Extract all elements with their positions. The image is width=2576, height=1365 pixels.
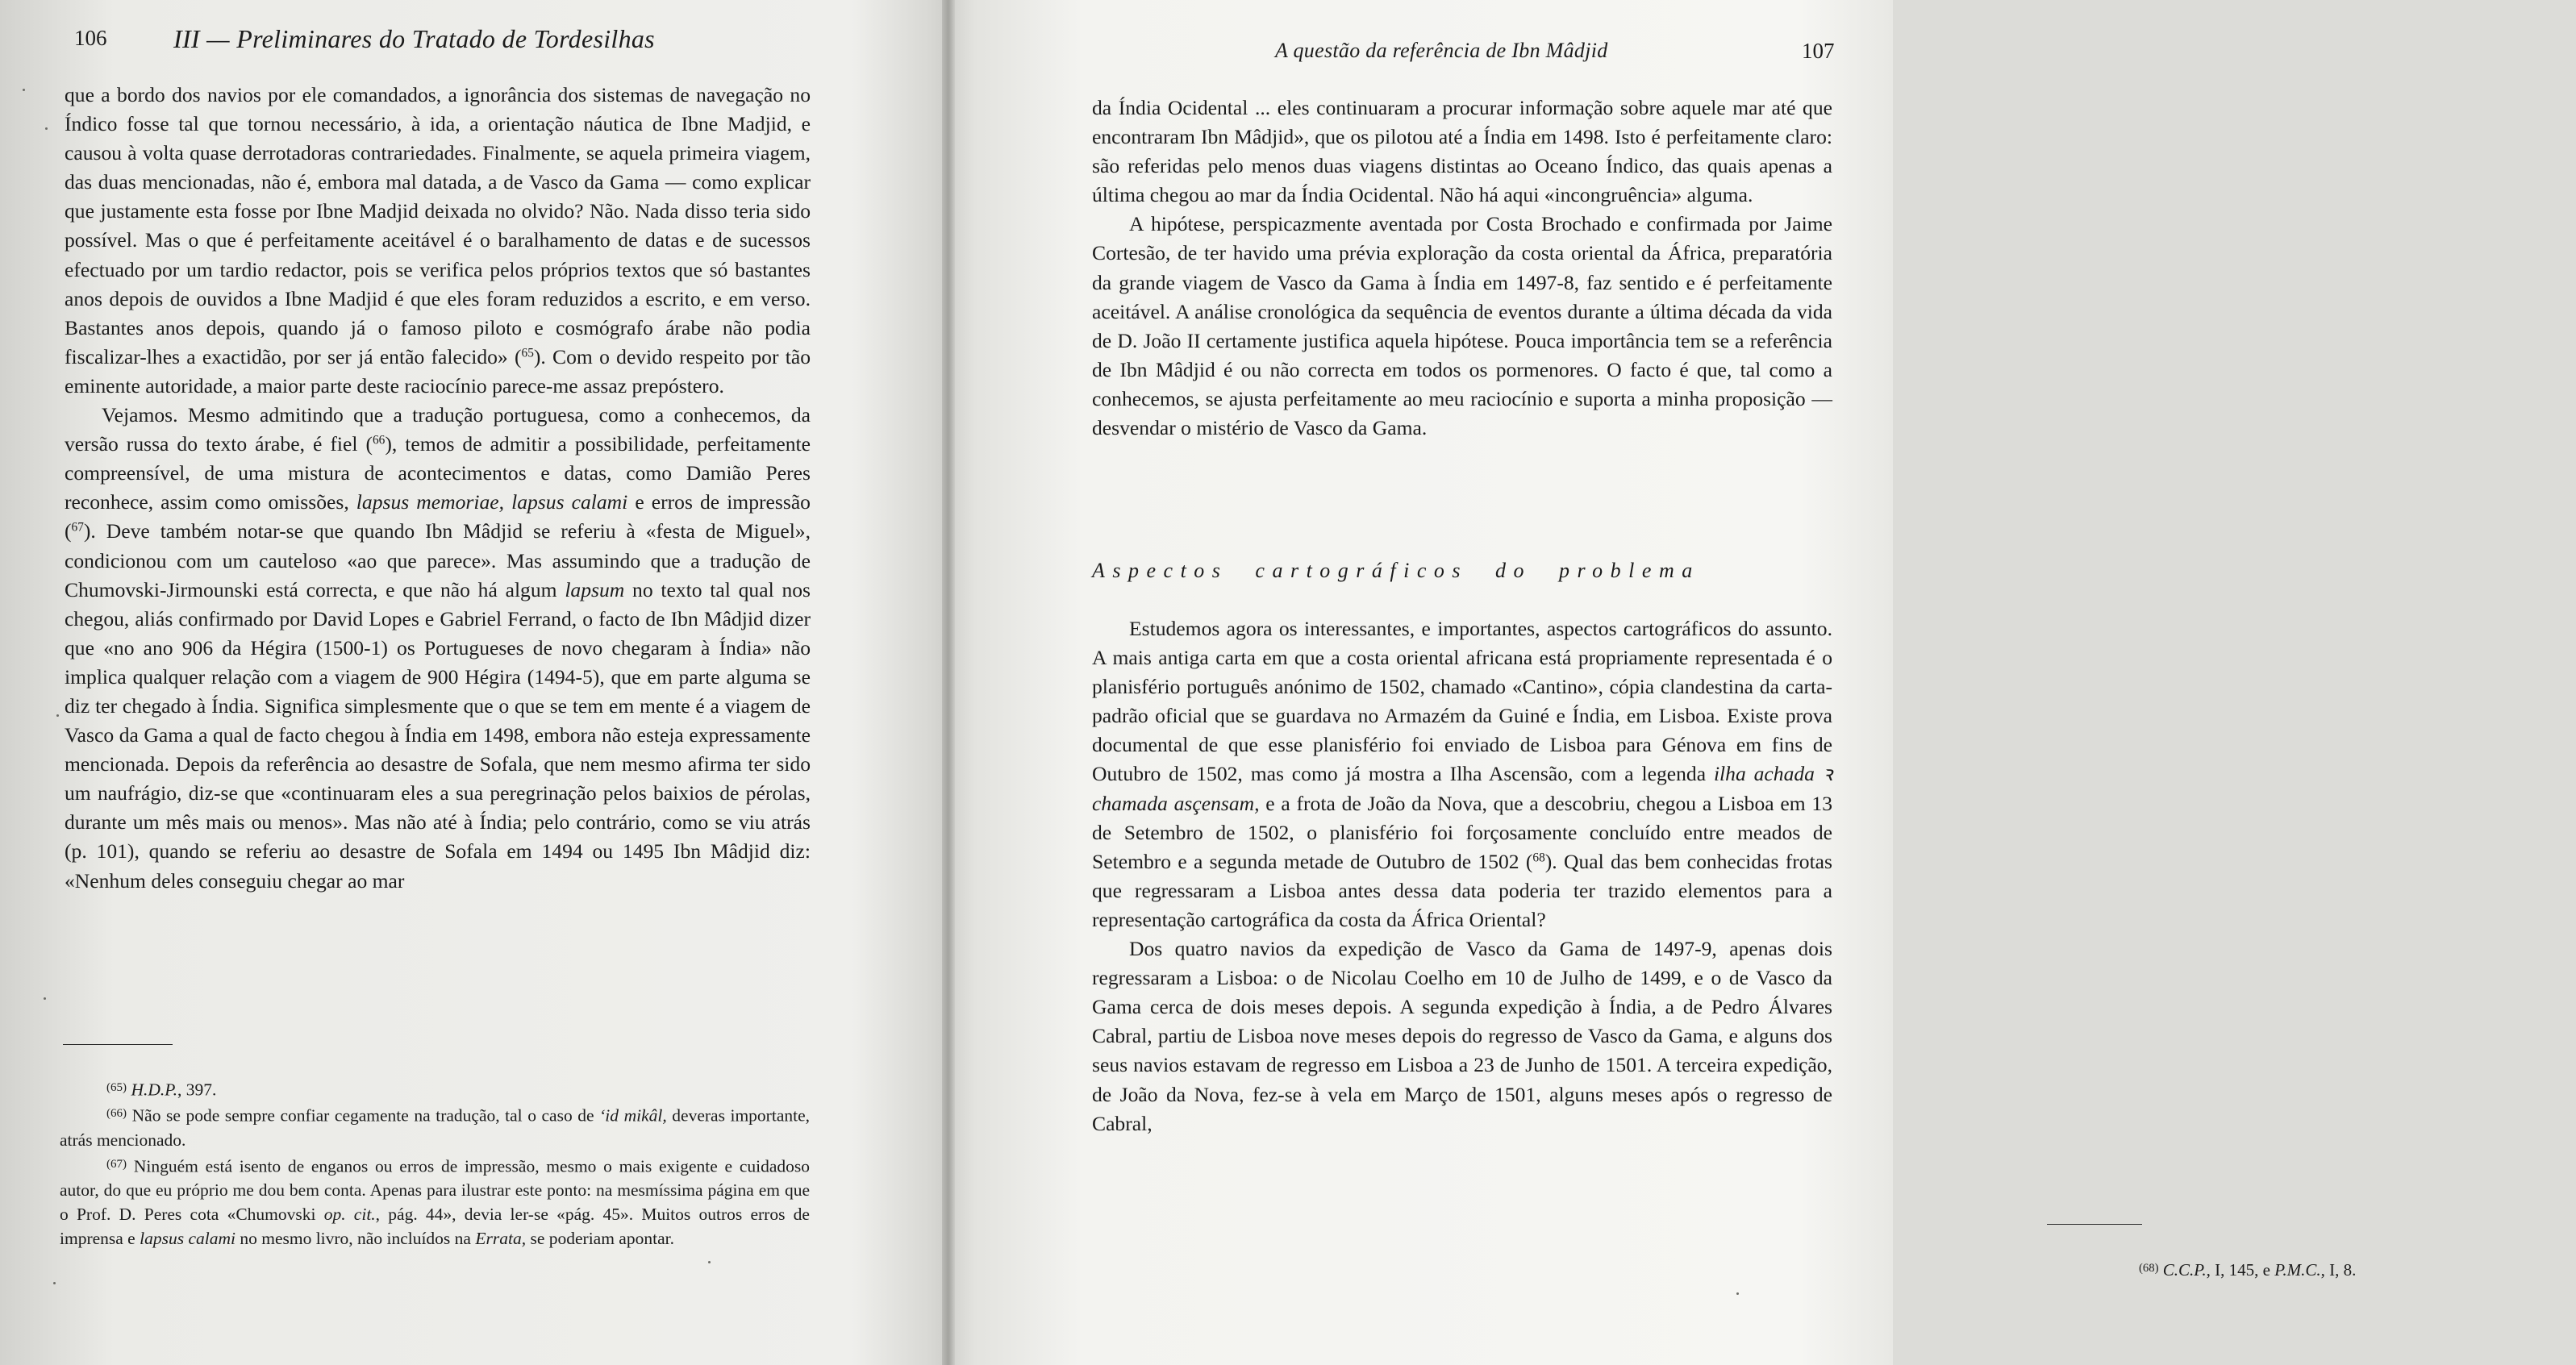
right-body-text-bottom	[1092, 614, 1832, 1138]
paragraph	[65, 81, 811, 401]
text-run: , I, 8.	[2320, 1260, 2357, 1280]
text-run: ). Com o devido respeito por tão eminente autoridade, a maior parte deste raciocínio parece-me assaz prepóstero.	[65, 344, 811, 397]
scan-speck	[45, 127, 48, 130]
scan-speck	[44, 997, 46, 1000]
footnote	[60, 1101, 810, 1151]
footnote-reference: 67	[71, 520, 84, 535]
text-run: no mesmo livro, não incluídos na	[235, 1228, 476, 1248]
scan-speck	[53, 1282, 56, 1284]
paragraph	[1092, 934, 1832, 1138]
scan-speck	[708, 1261, 711, 1263]
italic-text: lapsus calami	[140, 1228, 236, 1248]
italic-text: Errata,	[475, 1228, 527, 1248]
book-gutter	[942, 0, 955, 1365]
text-run: Estudemos agora os interessantes, e importantes, aspectos cartográficos do assunto. A mais antiga carta em que a costa oriental africana está propriamente representada é o planisfério português anónimo de 1502, chamado «Cantino», cópia clandestina da carta-padrão oficial que se guardava no Armazém da Guiné e Índia, em Lisboa. Existe prova documental de que esse planisfério foi enviado de Lisboa para Génova em fins de Outubro de 1502, mas como já mostra a Ilha Ascensão, com a legenda	[1092, 617, 1832, 786]
right-page-number: 107	[1802, 39, 1835, 63]
footnote	[60, 1076, 810, 1101]
scan-speck	[56, 714, 59, 717]
italic-text: ilha achada ꝛ chamada asçensam,	[1092, 762, 1832, 815]
left-page	[0, 0, 942, 1365]
footnote	[60, 1152, 810, 1251]
paragraph	[1092, 614, 1832, 934]
left-running-title: III — Preliminares do Tratado de Tordesilhas	[173, 24, 655, 53]
text-run: e erros de impressão (	[65, 490, 811, 543]
right-footnotes	[2092, 1256, 2576, 1282]
footnote-number: (66)	[106, 1107, 127, 1121]
text-run: A hipótese, perspicazmente aventada por Costa Brochado e confirmada por Jaime Cortesão, de ter havido uma prévia exploração da costa oriental da África, preparatória da grande viagem de Vasco da Gama à Índia em 1497-8, faz sentido e é perfeitamente aceitável. A análise cronológica da sequência de eventos durante a última década da vida de D. João II certamente justifica aquela hipótese. Pouca importância tem se a referência de Ibn Mâdjid é ou não correcta em todos os pormenores. O facto é que, tal como a conhecemos, se ajusta perfeitamente ao meu raciocínio e suporta a minha proposição — desvendar o mistério de Vasco da Gama.	[1092, 212, 1832, 440]
text-run: se poderiam apontar.	[526, 1228, 674, 1248]
paragraph	[1092, 210, 1832, 443]
italic-text: op. cit.	[323, 1204, 376, 1224]
text-run: ). Deve também notar-se que quando Ibn Mâdjid se referiu à «festa de Miguel», condicionou com um cauteloso «ao que parece». Mas assumindo que a tradução de Chumovski-Jirmounski está correcta, e que não há algum	[65, 519, 811, 601]
italic-text: ‘id mikâl,	[599, 1105, 667, 1126]
text-run: , 397.	[177, 1080, 217, 1100]
italic-text: H.D.P.	[131, 1080, 177, 1100]
scan-speck	[23, 89, 25, 91]
footnote-reference: 65	[521, 346, 534, 360]
footnote-number: (65)	[106, 1081, 127, 1094]
left-footnote-rule	[63, 1044, 173, 1045]
text-run: deveras importante, atrás mencionado.	[60, 1105, 811, 1150]
paragraph	[65, 401, 811, 896]
text-run: ). Qual das bem conhecidas frotas que regressaram a Lisboa antes dessa data poderia ter trazido elementos para a representação cartográfica da costa da África Oriental?	[1092, 849, 1832, 931]
paragraph	[1092, 94, 1832, 210]
text-run: que a bordo dos navios por ele comandados, a ignorância dos sistemas de navegação no Índico fosse tal que tornou necessário, à ida, a orientação náutica de Ibne Madjid, e causou à volta quase derrotadoras contrariedades. Finalmente, se aquela primeira viagem, das duas mencionadas, não é, embora mal datada, a de Vasco da Gama — como explicar que justamente esta fosse por Ibne Madjid deixada no olvido? Não. Nada disso teria sido possível. Mas o que é perfeitamente aceitável é o baralhamento de datas e de sucessos efectuado por um tardio redactor, pois se verifica pelos próprios textos que só bastantes anos depois de ouvidos a Ibne Madjid é que eles foram reduzidos a escrito, e em verso. Bastantes anos depois, quando já o famoso piloto e cosmógrafo árabe não podia fiscalizar-lhes a exactidão, por ser já então falecido» (	[65, 83, 811, 368]
italic-text: C.C.P.	[2162, 1260, 2207, 1280]
text-run: Vejamos. Mesmo admitindo que a tradução portuguesa, como a conhecemos, da versão russa do texto árabe, é fiel (	[65, 403, 811, 456]
text-run: , pág. 44», devia ler-se «pág. 45». Muitos outros erros de imprensa e	[60, 1204, 810, 1248]
footnote-number: (67)	[106, 1157, 127, 1171]
text-run: no texto tal qual nos chegou, aliás confirmado por David Lopes e Gabriel Ferrand, o facto de Ibn Mâdjid dizer que «no ano 906 da Hégira (1500-1) os Portugueses de novo chegaram à Índia» não implica qualquer relação com a viagem de 900 Hégira (1494-5), que em parte alguma se diz ter chegado à Índia. Significa simplesmente que o que se tem em mente é a viagem de Vasco da Gama a qual de facto chegou à Índia em 1498, embora não esteja expressamente mencionada. Depois da referência ao desastre de Sofala, que nem mesmo afirma ter sido um naufrágio, diz-se que «continuaram eles a sua peregrinação pelos baixios de pérolas, durante um mês mais ou menos». Mas não até à Índia; pelo contrário, como se viu atrás (p. 101), quando se referiu ao desastre de Sofala em 1494 ou 1495 Ibn Mâdjid diz: «Nenhum deles conseguiu chegar ao mar	[65, 577, 811, 893]
text-run: da Índia Ocidental ... eles continuaram a procurar informação sobre aquele mar até que encontraram Ibn Mâdjid», que os pilotou até a Índia em 1498. Isto é perfeitamente claro: são referidas pelo menos duas viagens distintas ao Oceano Índico, das quais apenas a última chegou ao mar da Índia Ocidental. Não há aqui «incongruência» alguma.	[1092, 96, 1832, 207]
right-body-text-top	[1092, 94, 1832, 443]
footnote-number: (68)	[2139, 1262, 2159, 1275]
italic-text: lapsus memoriae, lapsus calami	[356, 490, 628, 514]
right-page	[955, 0, 2357, 1365]
right-running-title: A questão da referência de Ibn Mâdjid	[1275, 39, 1608, 62]
footnote-reference: 68	[1532, 851, 1545, 865]
text-run: Dos quatro navios da expedição de Vasco da Gama de 1497-9, apenas dois regressaram a Lisboa: o de Nicolau Coelho em 10 de Julho de 1499, e o de Vasco da Gama cerca de dois meses depois. A segunda expedição à Índia, a de Pedro Álvares Cabral, partiu de Lisboa nove meses depois do regresso de Vasco da Gama, e alguns dos seus navios estavam de regresso em Lisboa a 23 de Junho de 1501. A terceira expedição, de João da Nova, fez-se à vela em Março de 1501, alguns meses após o regresso de Cabral,	[1092, 937, 1832, 1135]
section-heading: Aspectos cartográficos do problema	[1092, 559, 1700, 582]
left-body-text	[65, 81, 811, 896]
text-run: Ninguém está isento de enganos ou erros de impressão, mesmo o mais exigente e cuidadoso autor, do que eu próprio me dou bem conta. Apenas para ilustrar este ponto: na mesmíssima página em que o Prof. D. Peres cota «Chumovski	[60, 1155, 810, 1224]
footnote-reference: 66	[372, 433, 386, 447]
text-run: , I, 145, e	[2206, 1260, 2275, 1280]
right-footnote-rule	[2047, 1224, 2142, 1225]
italic-text: P.M.C.	[2274, 1260, 2321, 1280]
scan-speck	[1736, 1292, 1739, 1295]
italic-text: lapsum	[565, 577, 625, 601]
left-page-number: 106	[74, 26, 107, 50]
text-run: ), temos de admitir a possibilidade, perfeitamente compreensível, de uma mistura de acontecimentos e datas, como Damião Peres reconhece, assim como omissões,	[65, 432, 811, 514]
left-footnotes	[60, 1076, 810, 1251]
text-run: Não se pode sempre confiar cegamente na tradução, tal o caso de	[127, 1105, 600, 1126]
text-run: e a frota de João da Nova, que a descobriu, chegou a Lisboa em 13 de Setembro de 1502, o planisfério foi forçosamente concluído entre meados de Setembro e a segunda metade de Outubro de 1502 (	[1092, 791, 1832, 873]
footnote	[2092, 1256, 2576, 1282]
